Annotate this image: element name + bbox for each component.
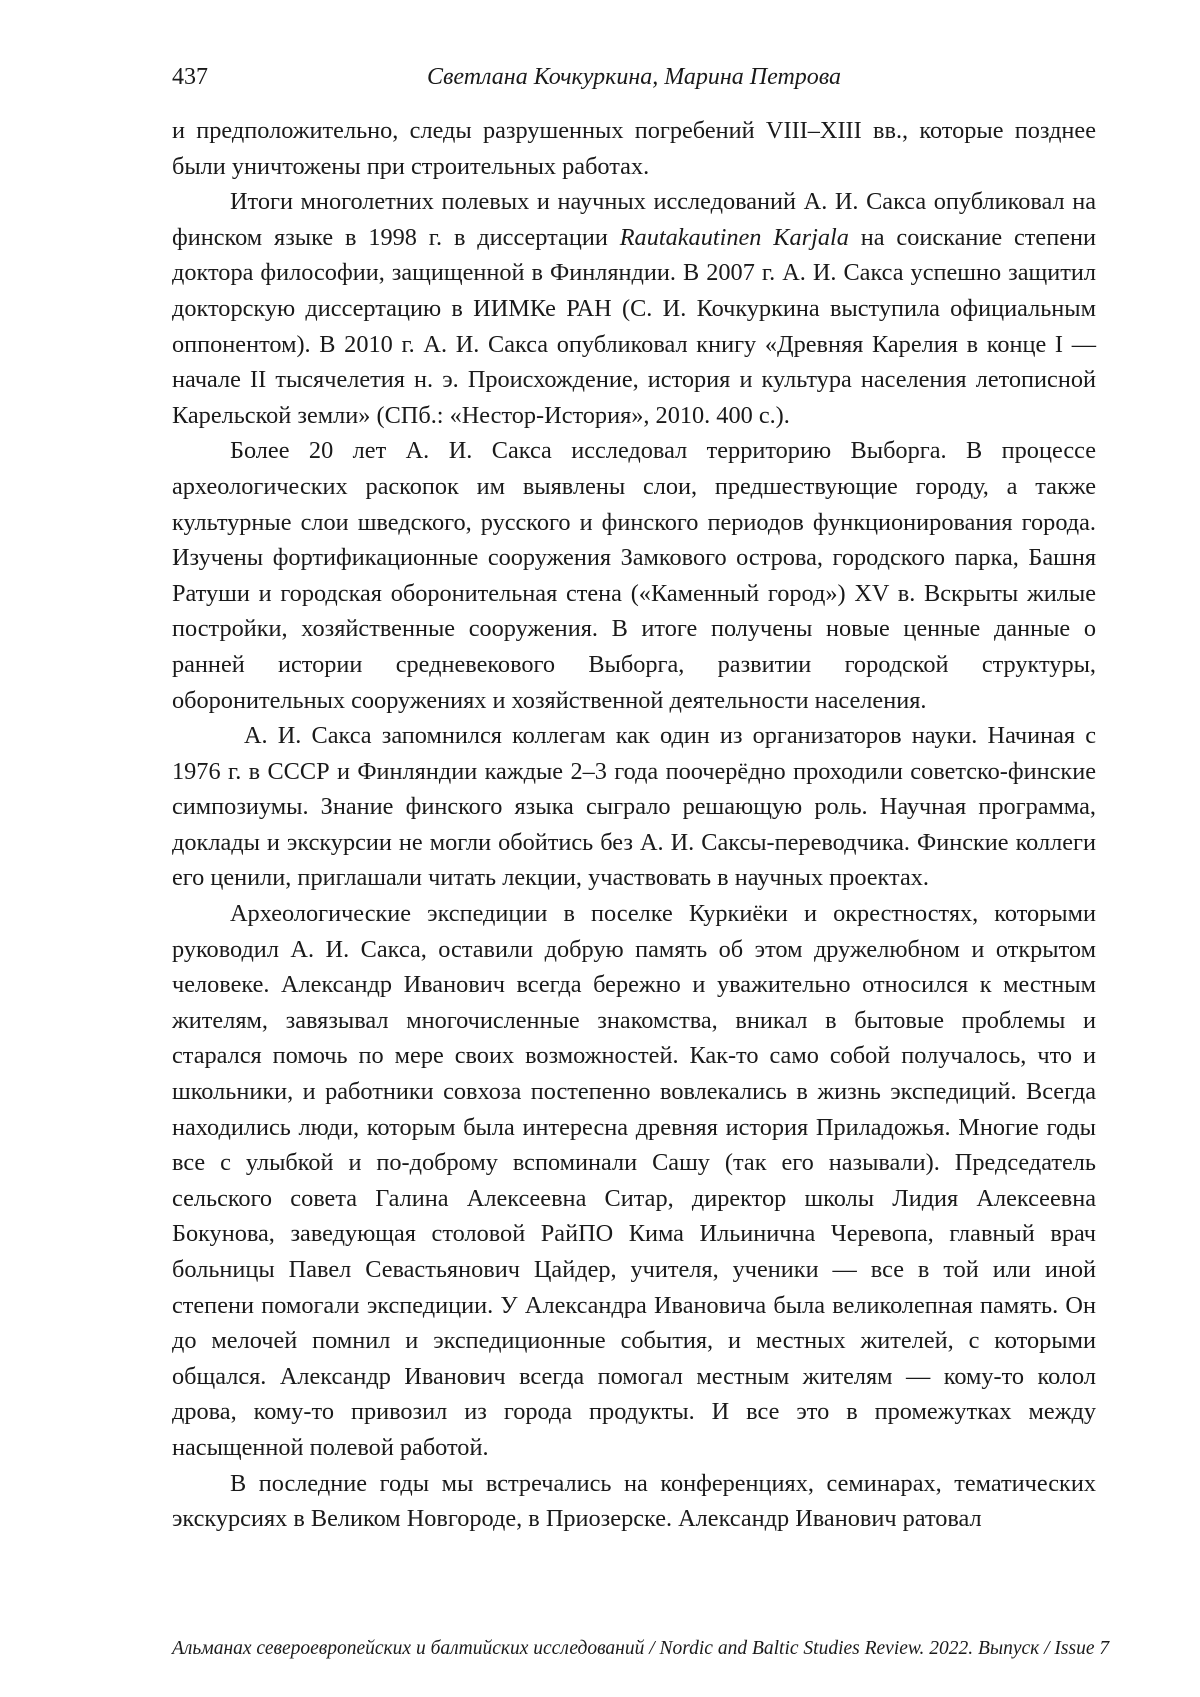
article-body <box>172 113 1096 1537</box>
journal-footer: Альманах североевропейских и балтийских исследований / Nordic and Baltic Studies Review. 2022. Выпуск / Issue 7 <box>172 1638 1110 1659</box>
running-head-authors: Светлана Кочкуркина, Марина Петрова <box>426 64 842 90</box>
paragraph-text: Итоги многолетних полевых и научных исследований А. И. Сакса опубликовал на финском языке в 1998 г. в диссертации <box>172 188 1096 251</box>
paragraph-vyborg: Более 20 лет А. И. Сакса исследовал территорию Выборга. В процессе археологических раскопок им выявлены слои, предшествующие городу, а также культурные слои шведского, русского и финского периодов функционирования города. Изучены фортификационные сооружения Замкового острова, городского парка, Башня Ратуши и городская оборонительная стена («Каменный город») XV в. Вскрыты жилые постройки, хозяйственные сооружения. В итоге получены новые ценные данные о ранней истории средневекового Выборга, развитии городской структуры, оборонительных сооружениях и хозяйственной деятельности населения. <box>172 437 1096 714</box>
paragraph-symposia: А. И. Сакса запомнился коллегам как один из организаторов науки. Начиная с 1976 г. в СССР и Финляндии каждые 2–3 года поочерёдно проходили советско-финские симпозиумы. Знание финского языка сыграло решающую роль. Научная программа, доклады и экскурсии не могли обойтись без А. И. Саксы-переводчика. Финские коллеги его ценили, приглашали читать лекции, участвовать в научных проектах. <box>172 722 1096 892</box>
dissertation-title: Rautakautinen Karjala <box>619 223 849 251</box>
page-header <box>172 64 1096 104</box>
paragraph-expeditions: Археологические экспедиции в поселке Куркиёки и окрестностях, которыми руководил А. И. Сакса, оставили добрую память об этом дружелюбном и открытом человеке. Александр Иванович всегда бережно и уважительно относился к местным жителям, завязывал многочисленные знакомства, вникал в бытовые проблемы и старался помочь по мере своих возможностей. Как-то само собой получалось, что и школьники, и работники совхоза постепенно вовлекались в жизнь экспедиций. Всегда находились люди, которым была интересна древняя история Приладожья. Многие годы все с улыбкой и по-доброму вспоминали Сашу (так его называли). Председатель сельского совета Галина Алексеевна Ситар, директор школы Лидия Алексеевна Бокунова, заведующая столовой РайПО Кима Ильинична Черевопа, главный врач больницы Павел Севастьянович Цайдер, учителя, ученики — все в той или иной степени помогали экспедиции. У Александра Ивановича была великолепная память. Он до мелочей помнил и экспедиционные события, и местных жителей, с которыми общался. Александр Иванович всегда помогал местным жителям — кому-то колол дрова, кому-то привозил из города продукты. И все это в промежутках между насыщенной полевой работой. <box>172 900 1096 1461</box>
page-number: 437 <box>172 64 208 90</box>
paragraph-continuation: и предположительно, следы разрушенных погребений VIII–XIII вв., которые позднее были уничтожены при строительных работах. <box>172 117 1096 180</box>
paragraph-dissertation <box>172 184 1096 433</box>
paragraph-recent-years: В последние годы мы встречались на конференциях, семинарах, тематических экскурсиях в Великом Новгороде, в Приозерске. Александр Иванович ратовал <box>172 1469 1096 1533</box>
paragraph-text: на соискание степени доктора философии, защищенной в Финляндии. В 2007 г. А. И. Сакса успешно защитил докторскую диссертацию в ИИМКе РАН (С. И. Кочкуркина выступила официальным оппонентом). В 2010 г. А. И. Сакса опубликовал книгу «Древняя Карелия в конце I — начале II тысячелетия н. э. Происхождение, история и культура населения летописной Карельской земли» (СПб.: «Нестор-История», 2010. 400 с.). <box>172 223 1097 429</box>
